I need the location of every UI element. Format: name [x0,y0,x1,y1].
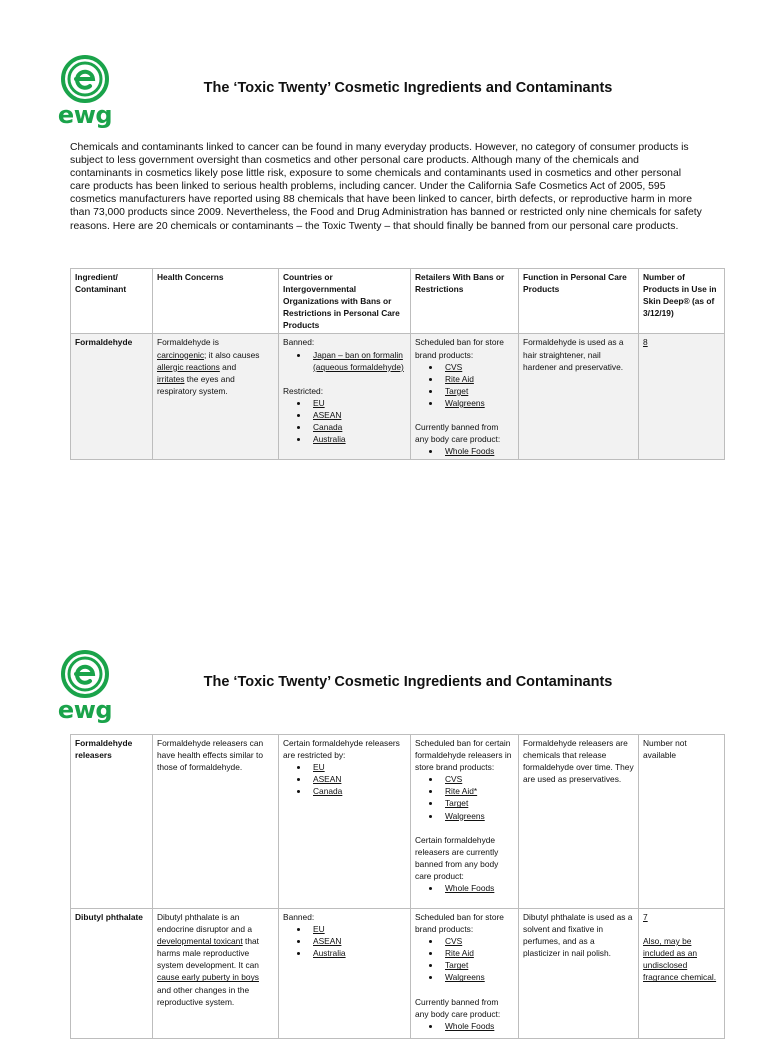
retailer-link-rite-aid[interactable]: • Rite Aid [441,947,514,959]
function-text: Dibutyl phthalate is used as a solvent and fixative in perfumes, and as a plasticizer in nail polish. [519,909,639,1039]
table-row-dibutyl-phthalate [71,909,725,1039]
country-link-asean[interactable]: • ASEAN [309,935,406,947]
retailer-link-rite-aid[interactable]: • Rite Aid* [441,785,514,797]
retailer-link-target[interactable]: • Target [441,385,514,397]
retailer-link-whole-foods[interactable]: • Whole Foods [441,445,514,457]
retailer-link-whole-foods[interactable]: • Whole Foods [441,882,514,894]
ewg-logo-text: ewg [57,101,113,129]
country-link-australia[interactable]: • Australia [309,433,406,445]
retailer-link-cvs[interactable]: • CVS [441,935,514,947]
health-concerns [153,334,279,460]
product-count: Number not available [639,735,725,909]
country-link-asean[interactable]: • ASEAN [309,409,406,421]
retailer-restrictions [411,735,519,909]
irritates-link[interactable]: irritates [157,373,185,384]
header-countries: Countries or Intergovernmental Organizations with Bans or Restrictions in Personal Care Products [279,269,411,334]
country-link-eu[interactable]: • EU [309,397,406,409]
banned-label: Banned: [283,912,315,922]
country-restrictions [279,909,411,1039]
carcinogenic-link[interactable]: carcinogenic [157,349,205,360]
ewg-logo-text: ewg [57,696,113,724]
ingredient-name: Dibutyl phthalate [71,909,153,1039]
retailer-link-cvs[interactable]: • CVS [441,773,514,785]
table-row-formaldehyde [71,334,725,460]
retailer-link-walgreens[interactable]: • Walgreens [441,397,514,409]
ingredient-name: Formaldehyde [71,334,153,460]
allergic-reactions-link[interactable]: allergic reactions [157,361,220,372]
function-text: Formaldehyde is used as a hair straightener, nail hardener and preservative. [519,334,639,460]
retail-banned-label: Certain formaldehyde releasers are currently banned from any body care product: [415,834,499,881]
health-text: Formaldehyde is [157,337,219,348]
retail-banned-label: Currently banned from any body care product: [415,422,501,445]
health-text: ; it also causes [204,349,260,360]
retail-label: Scheduled ban for store brand products: [415,337,504,360]
restricted-label: Certain formaldehyde releasers are restricted by: [283,738,400,761]
header-function: Function in Personal Care Products [519,269,639,334]
ingredient-name: Formaldehyde releasers [71,735,153,909]
page-title: The ‘Toxic Twenty’ Cosmetic Ingredients and Contaminants [203,80,613,96]
product-count [639,909,725,1039]
health-concerns: Formaldehyde releasers can have health effects similar to those of formaldehyde. [153,735,279,909]
fragrance-note-link[interactable]: Also, may be included as an undisclosed fragrance chemical. [643,936,717,983]
retailer-restrictions [411,334,519,460]
retailer-link-target[interactable]: • Target [441,959,514,971]
retailer-link-cvs[interactable]: • CVS [441,361,514,373]
country-link-canada[interactable]: • Canada [309,421,406,433]
retail-label: Scheduled ban for certain formaldehyde releasers in store brand products: [415,738,512,773]
country-link-japan[interactable]: • Japan – ban on formalin (aqueous formaldehyde) [309,349,406,373]
retailer-link-whole-foods[interactable]: • Whole Foods [441,1020,514,1032]
header-ingredient: Ingredient/ Contaminant [71,269,153,334]
retailer-restrictions [411,909,519,1039]
country-link-asean[interactable]: • ASEAN [309,773,406,785]
retailer-link-walgreens[interactable]: • Walgreens [441,971,514,983]
country-link-australia[interactable]: • Australia [309,947,406,959]
restricted-label: Restricted: [283,385,324,396]
health-text: the eyes and respiratory system. [157,373,235,396]
developmental-toxicant-link[interactable]: developmental toxicant [157,936,243,947]
retail-banned-label: Currently banned from any body care product: [415,996,501,1019]
health-text: and other changes in the reproductive system. [157,984,250,1007]
retailer-link-target[interactable]: • Target [441,797,514,809]
country-restrictions [279,735,411,909]
header-retailers: Retailers With Bans or Restrictions [411,269,519,334]
product-count-link[interactable]: 8 [643,337,648,348]
banned-label: Banned: [283,337,315,348]
table-header-row [71,269,725,334]
health-text: and [219,361,237,372]
retail-label: Scheduled ban for store brand products: [415,912,504,935]
table-row-formaldehyde-releasers [71,735,725,909]
retailer-link-rite-aid[interactable]: • Rite Aid [441,373,514,385]
early-puberty-link[interactable]: cause early puberty in boys [157,972,259,983]
header-health: Health Concerns [153,269,279,334]
country-link-canada[interactable]: • Canada [309,785,406,797]
intro-paragraph: Chemicals and contaminants linked to cancer can be found in many everyday products. However, no category of consumer products is subject to less government oversight than cosmetics and other personal care products. Although many of the chemicals and contaminants in cosmetics likely pose little risk, exposure to some chemicals and contaminants used in cosmetics and other personal care products has been linked to serious health problems, including cancer. Under the California Safe Cosmetics Act of 2005, 595 cosmetics manufacturers have reported using 88 chemicals that have been linked to cancer, birth defects, or reproductive harm in more than 73,000 products since 2009. Nevertheless, the Food and Drug Administration has banned or restricted only nine chemicals for safety reasons. Here are 20 chemicals or contaminants – the Toxic Twenty – that should finally be banned from our personal care products. [70,142,702,232]
health-text: Dibutyl phthalate is an endocrine disruptor and a [157,912,252,935]
retailer-link-walgreens[interactable]: • Walgreens [441,810,514,822]
ewg-logo-mark [57,54,113,104]
toxic-twenty-table [70,268,725,460]
toxic-twenty-table-continued [70,734,725,1039]
page-title: The ‘Toxic Twenty’ Cosmetic Ingredients and Contaminants [203,674,613,690]
function-text: Formaldehyde releasers are chemicals that release formaldehyde over time. They are used as preservatives. [519,735,639,909]
health-concerns [153,909,279,1039]
health-text: that harms male reproductive system development. It can [157,936,259,971]
product-count [639,334,725,460]
country-link-eu[interactable]: • EU [309,761,406,773]
product-count-link[interactable]: 7 [643,912,648,922]
country-restrictions [279,334,411,460]
header-count: Number of Products in Use in Skin Deep® (as of 3/12/19) [639,269,725,334]
country-link-eu[interactable]: • EU [309,923,406,935]
